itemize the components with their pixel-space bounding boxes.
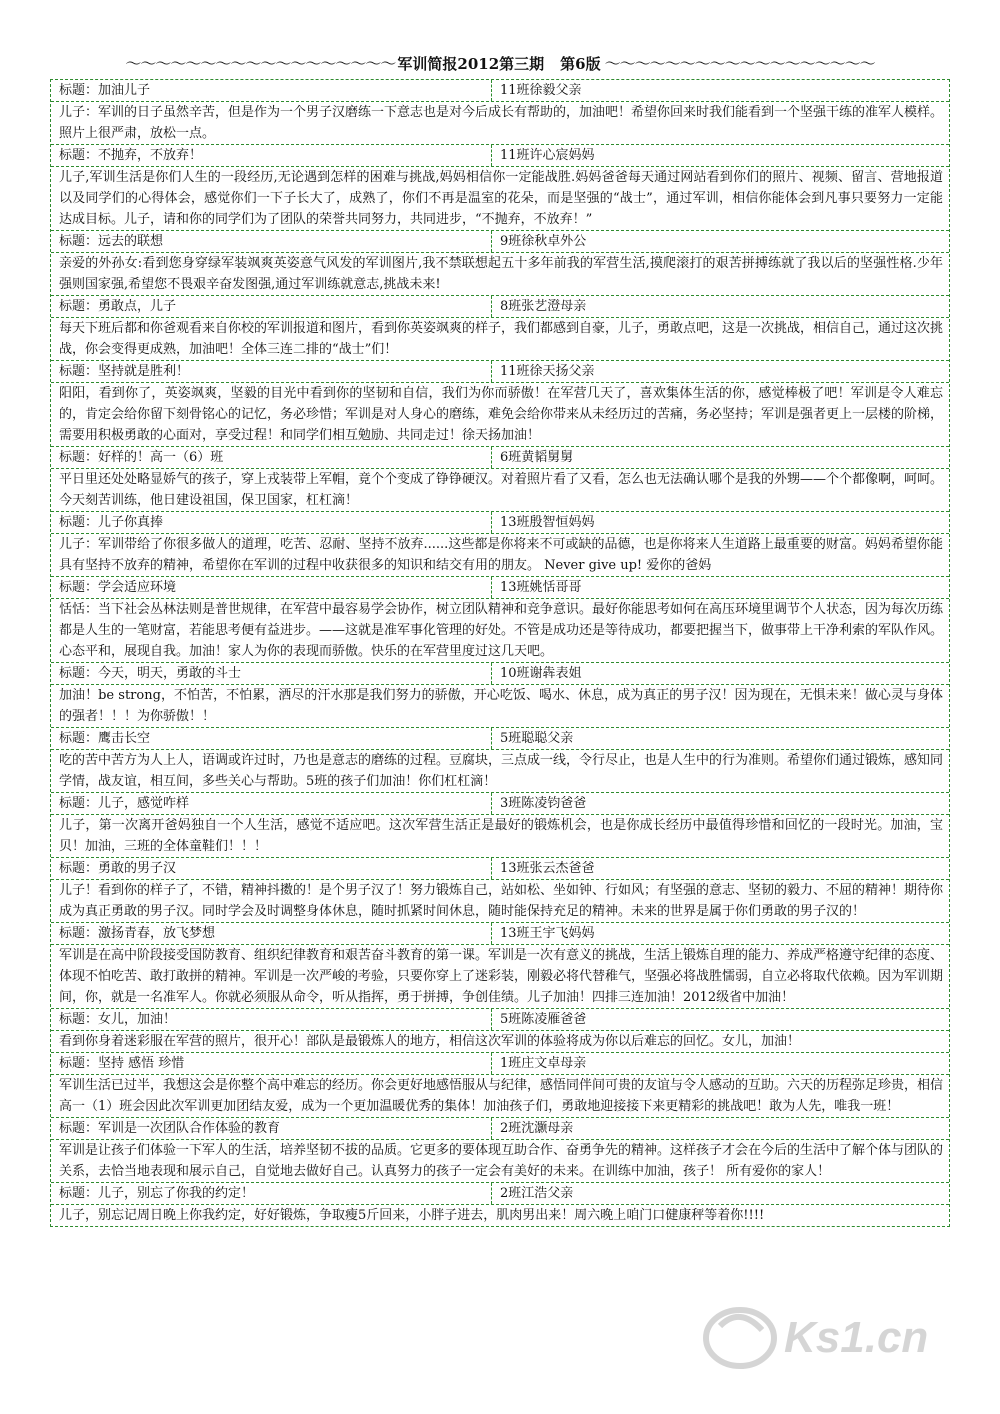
letter-title: 标题：坚持 感悟 珍惜	[51, 1053, 492, 1074]
letter-title: 标题：儿子，感觉咋样	[51, 793, 492, 814]
letter-author: 1班庄文卓母亲	[500, 1056, 587, 1071]
letter-body: 儿子！看到你的样子了，不错，精神抖擞的！是个男子汉了！努力锻炼自己，站如松、坐如钟、行如风；有坚强的意志、坚韧的毅力、不屈的精神！期待你成为真正勇敢的男子汉。同时学会及时调整身体休息，随时抓紧时间休息，随时能保持充足的精神。未来的世界是属于你们勇敢的男子汉的！	[51, 880, 949, 923]
letter-header-row	[51, 145, 949, 167]
letter-title: 标题：激扬青春，放飞梦想	[51, 923, 492, 944]
letter-title: 标题：加油儿子	[51, 80, 492, 101]
letter-header-row	[51, 1118, 949, 1140]
letter-header-row	[51, 512, 949, 534]
letter-author: 11班许心宸妈妈	[500, 148, 595, 163]
letter-body: 儿子,军训生活是你们人生的一段经历,无论遇到怎样的困难与挑战,妈妈相信你一定能战胜.妈妈爸爸每天通过网站看到你们的照片、视频、留言、营地报道以及同学们的心得体会，感觉你们一下子长大了，成熟了，你们不再是温室的花朵，而是坚强的“战士”，通过军训，相信你能体会到凡事只要努力一定能达成目标。儿子，请和你的同学们为了团队的荣誉共同努力，共同进步，“不抛弃，不放弃！”	[51, 167, 949, 231]
letter-header-row	[51, 231, 949, 253]
site-watermark-logo	[680, 1286, 960, 1378]
letter-header-row	[51, 447, 949, 469]
letter-entry	[51, 1118, 949, 1183]
letter-header-row	[51, 1183, 949, 1205]
edition-label: 第6版	[560, 55, 601, 73]
letter-entry	[51, 728, 949, 793]
letter-body: 儿子，第一次离开爸妈独自一个人生活，感觉不适应吧。这次军营生活正是最好的锻炼机会，也是你成长经历中最值得珍惜和回忆的一段时光。加油，宝贝！加油，三班的全体童鞋们！！！	[51, 815, 949, 858]
letter-title: 标题：儿子，别忘了你我的约定！	[51, 1183, 492, 1204]
letter-header-row	[51, 296, 949, 318]
letter-title: 标题：鹰击长空	[51, 728, 492, 749]
letter-title: 标题：儿子你真捧	[51, 512, 492, 533]
letter-title: 标题：勇敢的男子汉	[51, 858, 492, 879]
letter-header-row	[51, 1053, 949, 1075]
letter-author: 13班张云杰爸爸	[500, 861, 595, 876]
letter-entry	[51, 80, 949, 145]
letter-entry	[51, 231, 949, 296]
letter-author: 5班聪聪父亲	[500, 731, 574, 746]
letter-entry	[51, 447, 949, 512]
letter-header-row	[51, 663, 949, 685]
letter-entry	[51, 858, 949, 923]
newsletter-title: 军训简报2012第三期	[397, 55, 545, 73]
letter-body: 恬恬：当下社会丛林法则是普世规律，在军营中最容易学会协作，树立团队精神和竞争意识。最好你能思考如何在高压环境里调节个人状态，因为每次历练都是人生的一笔财富，若能思考便有益进步。——这就是准军事化管理的好处。不管是成功还是等待成功，都要把握当下，做事带上干净利索的军队作风。心态平和，展现自我。加油！家人为你的表现而骄傲。快乐的在军营里度过这几天吧。	[51, 599, 949, 663]
letter-author: 13班王宇飞妈妈	[500, 926, 595, 941]
letter-title: 标题：不抛弃，不放弃！	[51, 145, 492, 166]
letter-author: 11班徐毅父亲	[500, 83, 582, 98]
letter-header-row	[51, 728, 949, 750]
letter-header-row	[51, 577, 949, 599]
letter-body: 军训是让孩子们体验一下军人的生活，培养坚韧不拔的品质。它更多的要体现互助合作、奋勇争先的精神。这样孩子才会在今后的生活中了解个体与团队的关系，去恰当地表现和展示自己，自觉地去做好自己。认真努力的孩子一定会有美好的未来。在训练中加油，孩子！ 所有爱你的家人！	[51, 1140, 949, 1183]
letter-entry	[51, 512, 949, 577]
letter-author: 2班江浩父亲	[500, 1186, 574, 1201]
letter-body: 吃的苦中苦方为人上人，语调或许过时，乃也是意志的磨练的过程。豆腐块，三点成一线，令行尽止，也是人生中的行为准则。希望你们通过锻炼，感知同学情，战友谊，相互间，多些关心与帮助。5班的孩子们加油！你们杠杠滴！	[51, 750, 949, 793]
letter-author: 13班姚恬哥哥	[500, 580, 582, 595]
letter-header-row	[51, 793, 949, 815]
letter-body: 亲爱的外孙女:看到您身穿绿军装飒爽英姿意气风发的军训图片,我不禁联想起五十多年前我的军营生活,摸爬滚打的艰苦拼搏练就了我以后的坚强性格.少年强则国家强,希望您不畏艰辛奋发图强,通过军训练就意志,挑战未来!	[51, 253, 949, 296]
letter-body: 每天下班后都和你爸观看来自你校的军训报道和图片，看到你英姿飒爽的样子，我们都感到自豪，儿子，勇敢点吧，这是一次挑战，相信自己，通过这次挑战，你会变得更成熟，加油吧！全体三连二排的“战士”们！	[51, 318, 949, 361]
letter-header-row	[51, 80, 949, 102]
letter-entry	[51, 793, 949, 858]
letter-author: 8班张艺澄母亲	[500, 299, 587, 314]
letter-title: 标题：学会适应环境	[51, 577, 492, 598]
letter-entry	[51, 145, 949, 231]
letters-table	[50, 79, 950, 1227]
letter-author: 13班殷智恒妈妈	[500, 515, 595, 530]
letter-title: 标题：勇敢点，儿子	[51, 296, 492, 317]
letter-title: 标题：好样的！高一（6）班	[51, 447, 492, 468]
letter-entry	[51, 361, 949, 447]
header-decoration-right: ～～～～～～～～～～～～～～～～～～	[604, 54, 875, 73]
letter-entry	[51, 1183, 949, 1226]
letter-entry	[51, 577, 949, 663]
letter-author: 9班徐秋卓外公	[500, 234, 587, 249]
letter-body: 儿子：军训带给了你很多做人的道理，吃苦、忍耐、坚持不放弃......这些都是你将来不可或缺的品德，也是你将来人生道路上最重要的财富。妈妈希望你能具有坚持不放弃的精神，希望你在军训的过程中收获很多的知识和结交有用的朋友。 Never give up! 爱你的爸妈	[51, 534, 949, 577]
letter-body: 平日里还处处略显娇气的孩子，穿上戎装带上军帽，竟个个变成了铮铮硬汉。对着照片看了又看，怎么也无法确认哪个是我的外甥——个个都像啊，呵呵。今天刻苦训练，他日建设祖国，保卫国家，杠杠滴！	[51, 469, 949, 512]
letter-entry	[51, 1009, 949, 1053]
letter-entry	[51, 296, 949, 361]
letter-title: 标题：坚持就是胜利！	[51, 361, 492, 382]
letter-title: 标题：军训是一次团队合作体验的教育	[51, 1118, 492, 1139]
letter-title: 标题：今天，明天，勇敢的斗士	[51, 663, 492, 684]
svg-text:Ks1.cn: Ks1.cn	[784, 1313, 929, 1362]
letter-body: 儿子：军训的日子虽然辛苦，但是作为一个男子汉磨练一下意志也是对今后成长有帮助的，加油吧！希望你回来时我们能看到一个坚强干练的准军人模样。照片上很严肃，放松一点。	[51, 102, 949, 145]
letter-title: 标题：女儿，加油！	[51, 1009, 492, 1030]
letter-body: 儿子，别忘记周日晚上你我约定，好好锻炼，争取瘦5斤回来，小胖子进去，肌肉男出来！周六晚上咱门口健康秤等着你!!!!	[59, 1208, 765, 1223]
letter-header-row	[51, 858, 949, 880]
letter-entry	[51, 1053, 949, 1118]
letter-title: 标题：远去的联想	[51, 231, 492, 252]
letter-body: 军训是在高中阶段接受国防教育、组织纪律教育和艰苦奋斗教育的第一课。军训是一次有意义的挑战，生活上锻炼自理的能力、养成严格遵守纪律的态度、体现不怕吃苦、敢打敢拼的精神。军训是一次严峻的考验，只要你穿上了迷彩装，刚毅必将代替稚气，坚强必将战胜懦弱，自立必将取代依赖。因为军训期间，你，就是一名准军人。你就必须服从命令，听从指挥，勇于拼搏，争创佳绩。儿子加油！四排三连加油！2012级省中加油！	[51, 945, 949, 1009]
letter-author: 3班陈凌钧爸爸	[500, 796, 587, 811]
letter-header-row	[51, 361, 949, 383]
letter-header-row	[51, 1009, 949, 1031]
letter-entry	[51, 663, 949, 728]
page-header	[50, 50, 950, 78]
letter-body: 军训生活已过半，我想这会是你整个高中难忘的经历。你会更好地感悟服从与纪律，感悟同伴间可贵的友谊与令人感动的互助。六天的历程弥足珍贵，相信高一（1）班会因此次军训更加团结友爱，成为一个更加温暖优秀的集体！加油孩子们，勇敢地迎接接下来更精彩的挑战吧！敢为人先，唯我一班！	[51, 1075, 949, 1118]
letter-author: 5班陈凌雁爸爸	[500, 1012, 587, 1027]
letter-body: 阳阳，看到你了，英姿飒爽，坚毅的目光中看到你的坚韧和自信，我们为你而骄傲！在军营几天了，喜欢集体生活的你，感觉棒极了吧！军训是令人难忘的，肯定会给你留下刻骨铭心的记忆，务必珍惜；军训是对人身心的磨练，难免会给你带来从未经历过的苦痛，务必坚持；军训是强者更上一层楼的阶梯，需要用积极勇敢的心面对，享受过程！和同学们相互勉励、共同走过！徐天扬加油！	[51, 383, 949, 447]
header-decoration-left: ～～～～～～～～～～～～～～～～～～	[125, 54, 396, 73]
letter-author: 11班徐天扬父亲	[500, 364, 595, 379]
letter-author: 6班黄韬舅舅	[500, 450, 574, 465]
letter-author: 2班沈灏母亲	[500, 1121, 574, 1136]
letter-header-row	[51, 923, 949, 945]
letter-body: 加油！be strong，不怕苦，不怕累，洒尽的汗水那是我们努力的骄傲，开心吃饭、喝水、休息，成为真正的男子汉！因为现在，无惧未来！做心灵与身体的强者！！！为你骄傲！！	[51, 685, 949, 728]
letter-author: 10班谢犇表姐	[500, 666, 582, 681]
letter-body: 看到你身着迷彩服在军营的照片，很开心！部队是最锻炼人的地方，相信这次军训的体验将成为你以后难忘的回忆。女儿，加油！	[51, 1031, 949, 1053]
letter-entry	[51, 923, 949, 1009]
